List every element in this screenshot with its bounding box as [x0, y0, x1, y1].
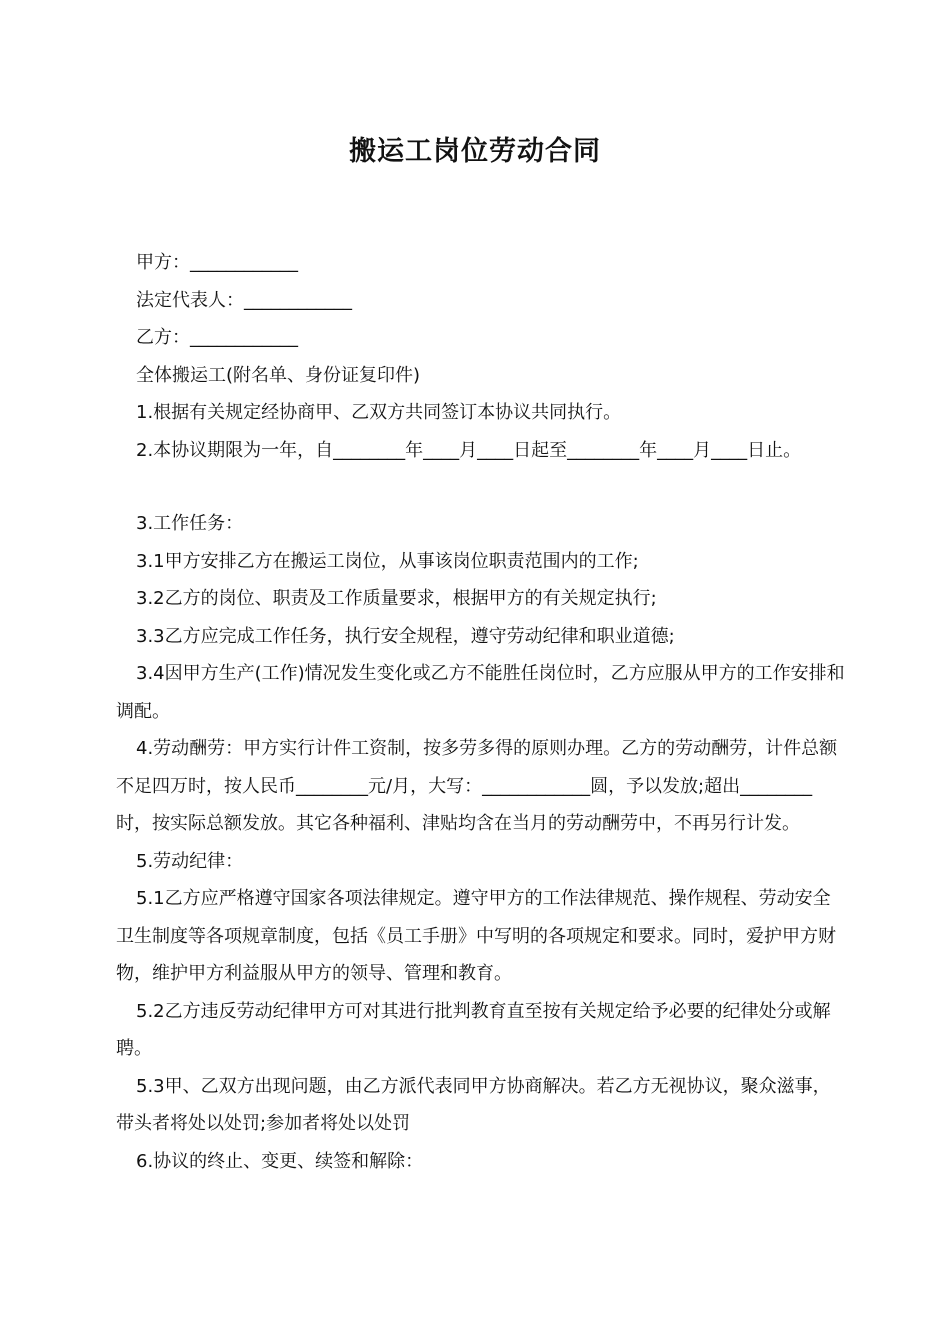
clause-5: 5.劳动纪律：	[136, 850, 244, 872]
clause-2: 2.本协议期限为一年，自________年____月____日起至________年____月____日止。	[136, 439, 802, 461]
clause-5-3: 5.3甲、乙双方出现问题，由乙方派代表同甲方协商解决。若乙方无视协议，聚众滋事，带头者将处以处罚;参加者将处以处罚	[116, 1075, 831, 1134]
clause-4: 4.劳动酬劳：甲方实行计件工资制，按多劳多得的原则办理。乙方的劳动酬劳，计件总额不足四万时，按人民币________元/月，大写：____________圆，予以发放;超出________时，按实际总额发放。其它各种福利、津贴均含在当月的劳动酬劳中，不再另行计发。	[116, 738, 838, 834]
document-body	[116, 244, 846, 1180]
clause-3-2: 3.2乙方的岗位、职责及工作质量要求，根据甲方的有关规定执行;	[136, 588, 657, 609]
porters-note: 全体搬运工(附名单、身份证复印件)	[136, 364, 421, 386]
clause-3: 3.工作任务：	[136, 513, 244, 534]
paragraph-gap	[116, 469, 846, 505]
party-b-line: 乙方：____________	[136, 327, 298, 348]
clause-3-3: 3.3乙方应完成工作任务，执行安全规程，遵守劳动纪律和职业道德;	[136, 625, 675, 647]
clause-5-1: 5.1乙方应严格遵守国家各项法律规定。遵守甲方的工作法律规范、操作规程、劳动安全卫生制度等各项规章制度，包括《员工手册》中写明的各项规定和要求。同时，爱护甲方财物，维护甲方利益服从甲方的领导、管理和教育。	[116, 888, 836, 984]
clause-6: 6.协议的终止、变更、续签和解除：	[136, 1150, 424, 1172]
clause-3-4: 3.4因甲方生产(工作)情况发生变化或乙方不能胜任岗位时，乙方应服从甲方的工作安排和调配。	[116, 663, 845, 722]
document-title: 搬运工岗位劳动合同	[349, 136, 601, 167]
legal-representative-line: 法定代表人：____________	[136, 289, 352, 311]
clause-3-1: 3.1甲方安排乙方在搬运工岗位，从事该岗位职责范围内的工作;	[136, 550, 639, 572]
clause-1: 1.根据有关规定经协商甲、乙双方共同签订本协议共同执行。	[136, 402, 622, 423]
clause-5-2: 5.2乙方违反劳动纪律甲方可对其进行批判教育直至按有关规定给予必要的纪律处分或解聘。	[116, 1000, 831, 1059]
party-a-line: 甲方：____________	[136, 252, 298, 273]
